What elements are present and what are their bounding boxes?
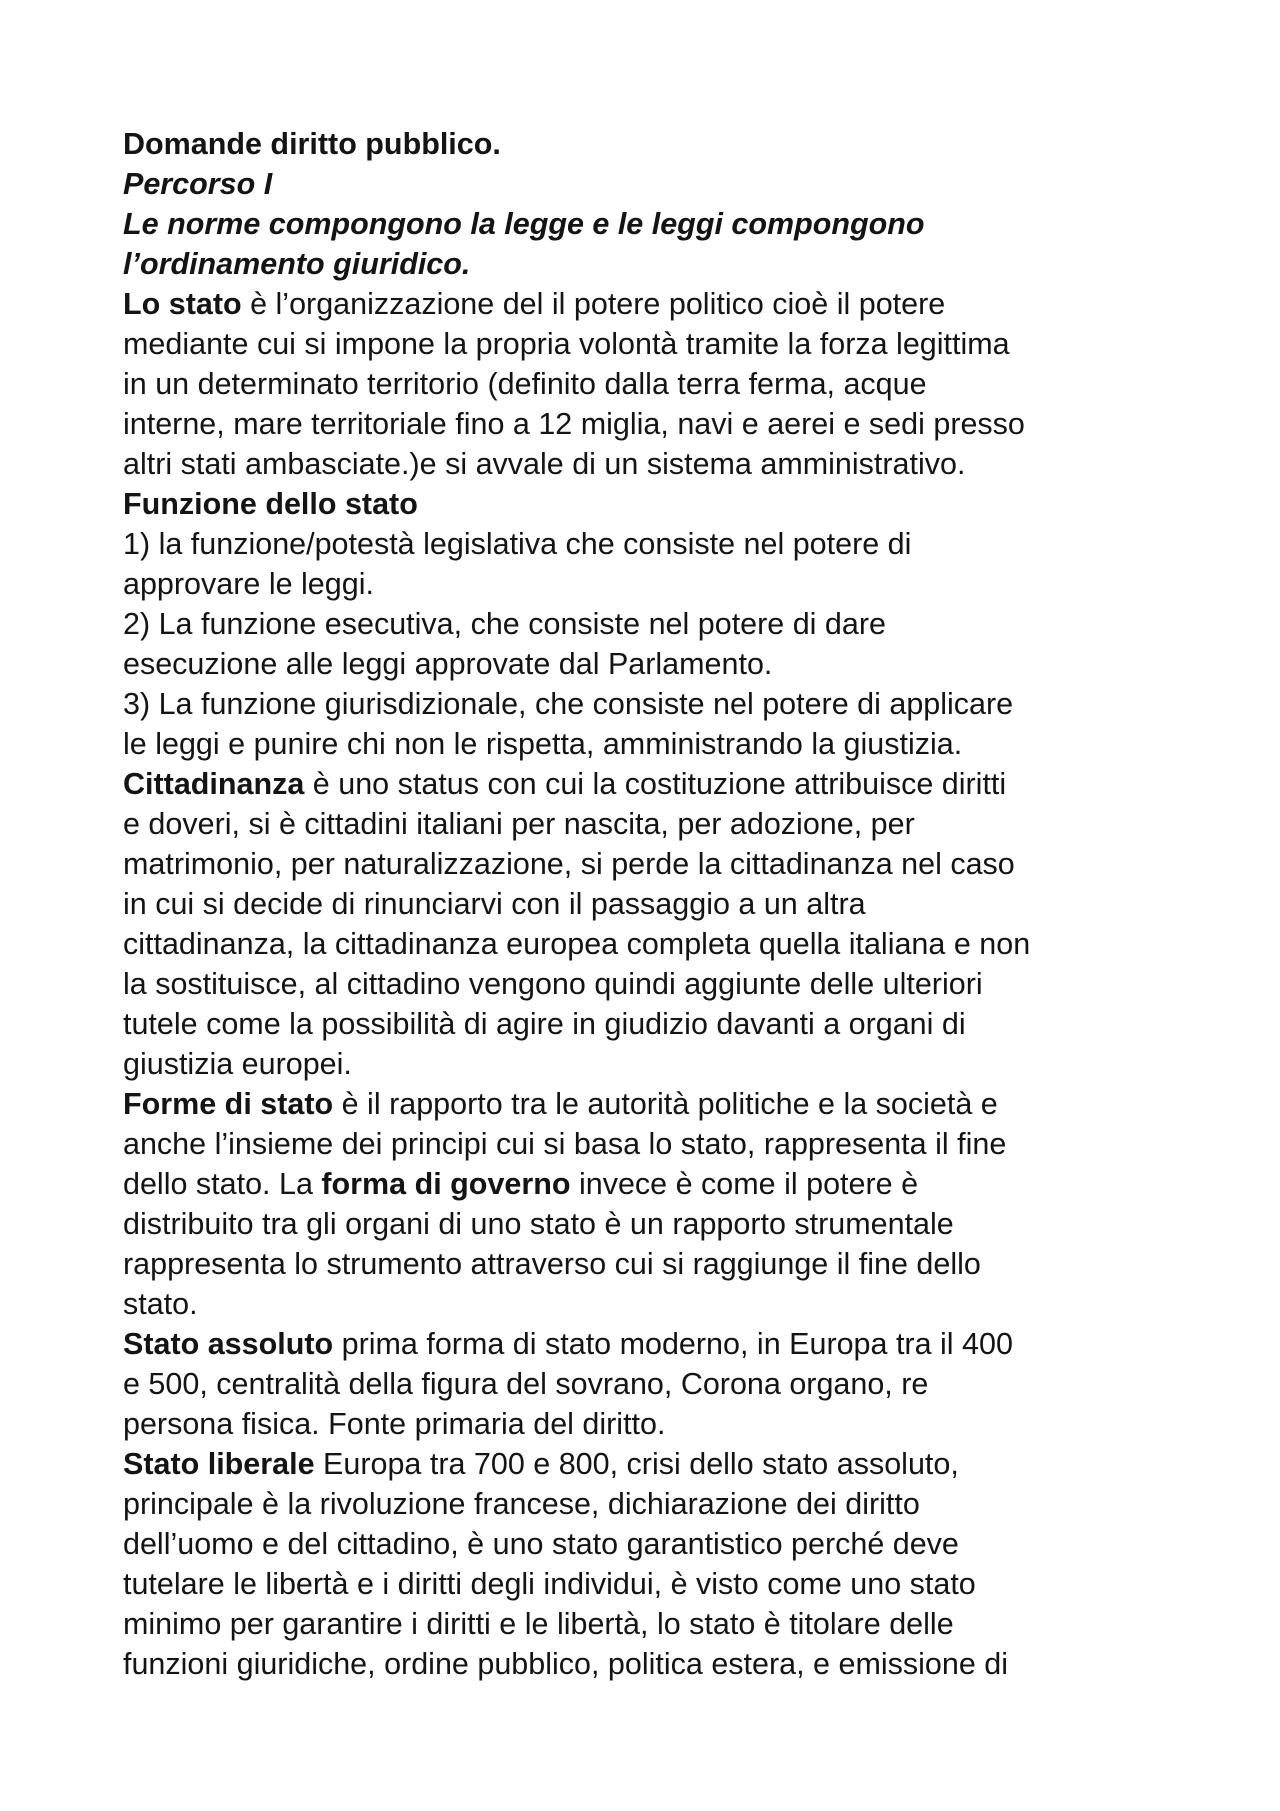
text-line: altri stati ambasciate.)e si avvale di un sistema amministrativo.	[123, 447, 966, 481]
paragraph-lo-stato	[123, 284, 1173, 484]
intro-line-2: l’ordinamento giuridico.	[123, 247, 471, 281]
text-line: esecuzione alle leggi approvate dal Parlamento.	[123, 647, 773, 681]
paragraph-cittadinanza	[123, 764, 1173, 1084]
paragraph-stato-liberale	[123, 1444, 1173, 1684]
text-line: principale è la rivoluzione francese, dichiarazione dei diritto	[123, 1487, 920, 1521]
text-line: minimo per garantire i diritti e le libertà, lo stato è titolare delle	[123, 1607, 954, 1641]
text-line: e 500, centralità della figura del sovrano, Corona organo, re	[123, 1367, 929, 1401]
document-title: Domande diritto pubblico.	[123, 127, 501, 161]
heading-funzione: Funzione dello stato	[123, 487, 418, 521]
intro-line-1: Le norme compongono la legge e le leggi compongono	[123, 207, 925, 241]
text-line: 2) La funzione esecutiva, che consiste nel potere di dare	[123, 607, 886, 641]
text-line: mediante cui si impone la propria volontà tramite la forza legittima	[123, 327, 1010, 361]
text-span: invece è come il potere è	[570, 1167, 919, 1201]
text-line	[123, 1164, 1173, 1204]
text-line: in cui si decide di rinunciarvi con il passaggio a un altra	[123, 887, 866, 921]
text-line: rappresenta lo strumento attraverso cui si raggiunge il fine dello	[123, 1247, 981, 1281]
text-line	[123, 1444, 1173, 1484]
text-line: stato.	[123, 1287, 198, 1321]
text-line: distribuito tra gli organi di uno stato è un rapporto strumentale	[123, 1207, 954, 1241]
text-line	[123, 1324, 1173, 1364]
text-line	[123, 284, 1173, 324]
text-span: prima forma di stato moderno, in Europa tra il 400	[333, 1327, 1013, 1361]
text-line: tutele come la possibilità di agire in giudizio davanti a organi di	[123, 1007, 966, 1041]
section-subtitle: Percorso I	[123, 167, 273, 201]
text-line: approvare le leggi.	[123, 567, 374, 601]
term-stato-liberale: Stato liberale	[123, 1447, 315, 1481]
text-span: Europa tra 700 e 800, crisi dello stato assoluto,	[314, 1447, 959, 1481]
text-line: funzioni giuridiche, ordine pubblico, politica estera, e emissione di	[123, 1647, 1009, 1681]
term-stato-assoluto: Stato assoluto	[123, 1327, 334, 1361]
text-span: è l’organizzazione del il potere politico cioè il potere	[241, 287, 946, 321]
text-line: la sostituisce, al cittadino vengono quindi aggiunte delle ulteriori	[123, 967, 983, 1001]
text-line	[123, 1084, 1173, 1124]
text-span: è il rapporto tra le autorità politiche e la società e	[333, 1087, 998, 1121]
text-line: giustizia europei.	[123, 1047, 352, 1081]
text-line: persona fisica. Fonte primaria del diritto.	[123, 1407, 666, 1441]
text-line: cittadinanza, la cittadinanza europea completa quella italiana e non	[123, 927, 1031, 961]
term-forme-di-stato: Forme di stato	[123, 1087, 334, 1121]
paragraph-funzione	[123, 484, 1173, 764]
text-line: le leggi e punire chi non le rispetta, amministrando la giustizia.	[123, 727, 963, 761]
text-line: anche l’insieme dei principi cui si basa lo stato, rappresenta il fine	[123, 1127, 1007, 1161]
term-lo-stato: Lo stato	[123, 287, 242, 321]
text-line: tutelare le libertà e i diritti degli individui, è visto come uno stato	[123, 1567, 976, 1601]
text-span: è uno status con cui la costituzione attribuisce diritti	[304, 767, 1007, 801]
paragraph-forme-di-stato	[123, 1084, 1173, 1324]
text-line: dell’uomo e del cittadino, è uno stato garantistico perché deve	[123, 1527, 959, 1561]
text-line: in un determinato territorio (definito dalla terra ferma, acque	[123, 367, 927, 401]
text-line: matrimonio, per naturalizzazione, si perde la cittadinanza nel caso	[123, 847, 1015, 881]
text-line: e doveri, si è cittadini italiani per nascita, per adozione, per	[123, 807, 915, 841]
text-span: dello stato. La	[123, 1167, 322, 1201]
paragraph-stato-assoluto	[123, 1324, 1173, 1444]
term-cittadinanza: Cittadinanza	[123, 767, 305, 801]
text-line: 3) La funzione giurisdizionale, che consiste nel potere di applicare	[123, 687, 1014, 721]
text-line	[123, 764, 1173, 804]
text-line: interne, mare territoriale fino a 12 miglia, navi e aerei e sedi presso	[123, 407, 1025, 441]
term-forma-di-governo: forma di governo	[321, 1167, 571, 1201]
text-line: 1) la funzione/potestà legislativa che consiste nel potere di	[123, 527, 912, 561]
document-page	[123, 124, 1173, 1684]
